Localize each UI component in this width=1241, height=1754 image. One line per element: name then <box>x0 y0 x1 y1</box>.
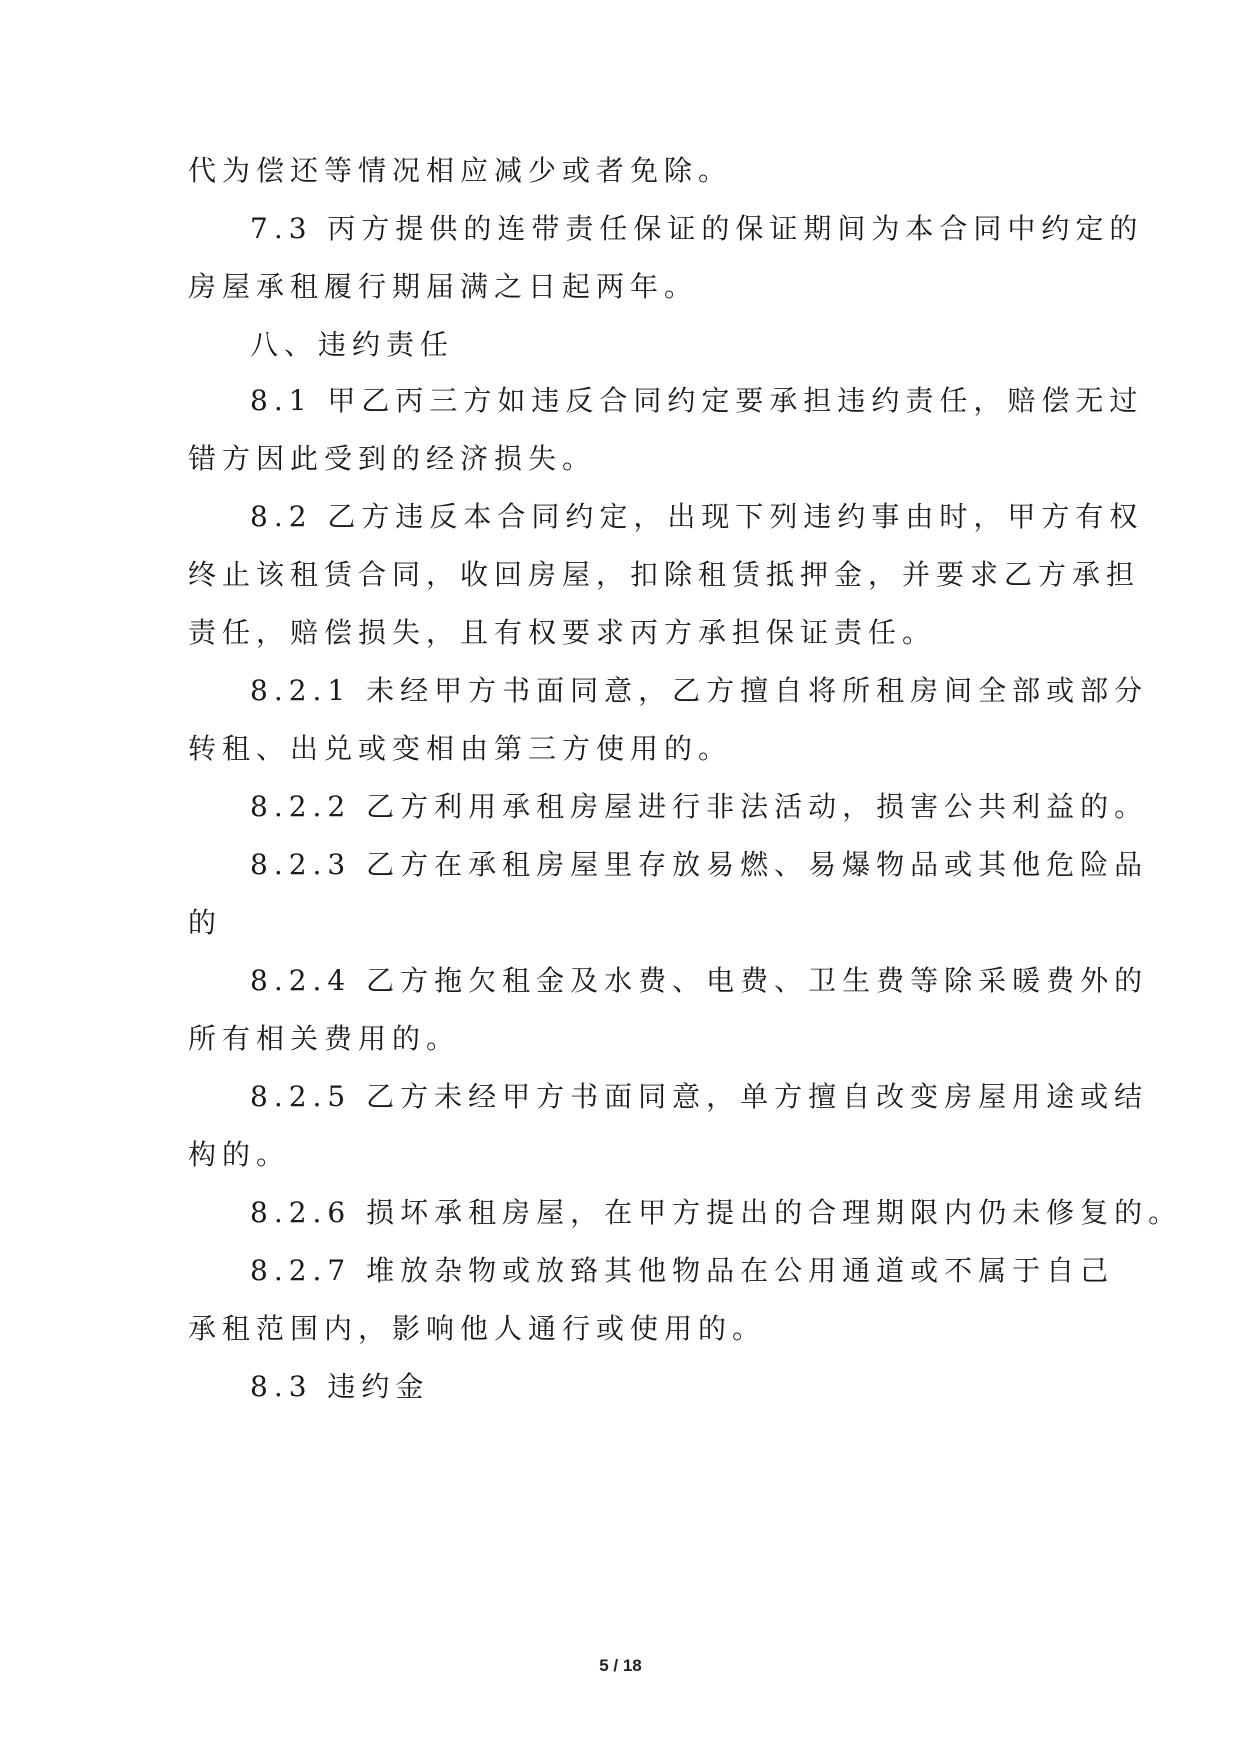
paragraph-8-2-4: 8.2.4 乙方拖欠租金及水费、电费、卫生费等除采暖费外的 <box>250 964 1149 997</box>
text-line: 承租范围内，影响他人通行或使用的。 <box>188 1312 767 1345</box>
text-line: 转租、出兑或变相由第三方使用的。 <box>188 732 733 765</box>
paragraph-8-2-6: 8.2.6 损坏承租房屋，在甲方提出的合理期限内仍未修复的。 <box>250 1196 1183 1229</box>
paragraph-8-2-5: 8.2.5 乙方未经甲方书面同意，单方擅自改变房屋用途或结 <box>250 1080 1149 1113</box>
text-line: 的 <box>188 906 223 939</box>
section-heading-8: 八、违约责任 <box>250 328 455 361</box>
paragraph-7-3: 7.3 丙方提供的连带责任保证的保证期间为本合同中约定的 <box>250 212 1144 245</box>
page-number: 5 / 18 <box>599 1656 642 1675</box>
text-line: 终止该租赁合同，收回房屋，扣除租赁抵押金，并要求乙方承担 <box>188 558 1141 591</box>
text-line: 房屋承租履行期届满之日起两年。 <box>188 270 699 303</box>
paragraph-8-2-1: 8.2.1 未经甲方书面同意，乙方擅自将所租房间全部或部分 <box>250 674 1149 707</box>
text-line: 构的。 <box>188 1138 291 1171</box>
paragraph-8-2-2: 8.2.2 乙方利用承租房屋进行非法活动，损害公共利益的。 <box>250 790 1149 823</box>
paragraph-8-2-7: 8.2.7 堆放杂物或放臵其他物品在公用通道或不属于自己 <box>250 1254 1115 1287</box>
text-line: 代为偿还等情况相应减少或者免除。 <box>188 154 733 187</box>
text-line: 责任，赔偿损失，且有权要求丙方承担保证责任。 <box>188 616 937 649</box>
paragraph-8-3: 8.3 违约金 <box>250 1370 430 1403</box>
paragraph-8-2: 8.2 乙方违反本合同约定，出现下列违约事由时，甲方有权 <box>250 500 1144 533</box>
text-line: 所有相关费用的。 <box>188 1022 461 1055</box>
paragraph-8-2-3: 8.2.3 乙方在承租房屋里存放易燃、易爆物品或其他危险品 <box>250 848 1149 881</box>
paragraph-8-1: 8.1 甲乙丙三方如违反合同约定要承担违约责任，赔偿无过 <box>250 384 1144 417</box>
text-line: 错方因此受到的经济损失。 <box>188 442 597 475</box>
